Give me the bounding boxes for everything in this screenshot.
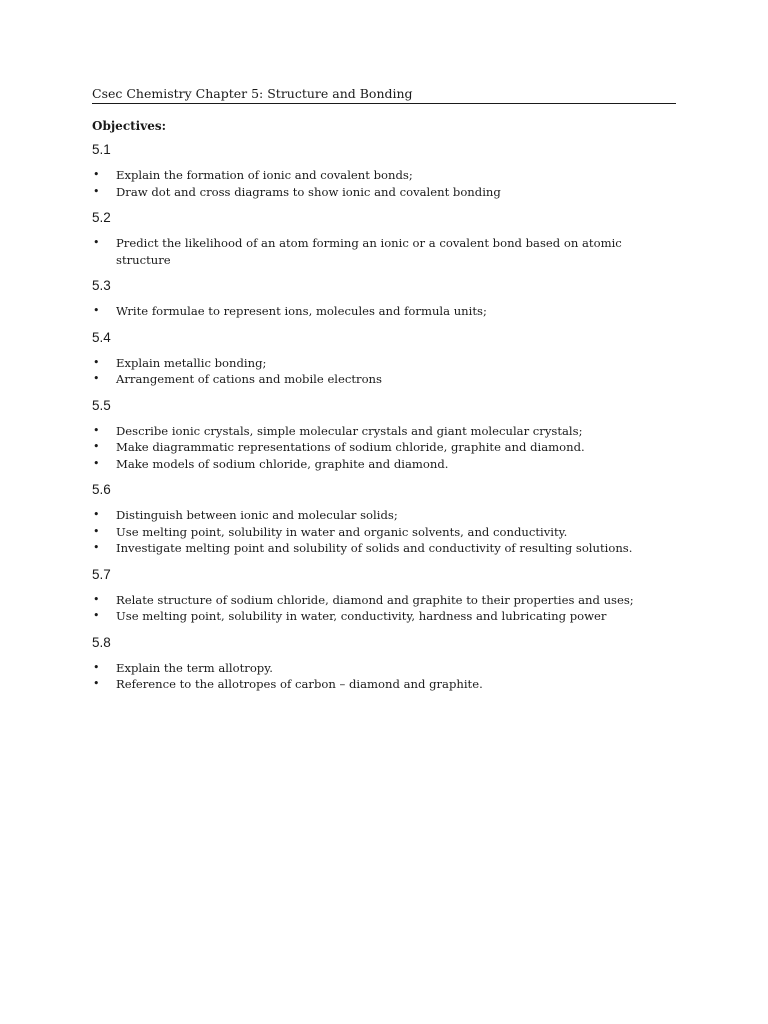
objectives-heading: Objectives: [92, 119, 167, 133]
bullet-list [92, 235, 676, 268]
bullet-icon: • [93, 304, 100, 317]
list-item [92, 371, 676, 388]
list-item [92, 608, 676, 625]
bullet-list [92, 507, 676, 557]
list-item-text: Write formulae to represent ions, molecules and formula units; [116, 304, 487, 318]
bullet-list [92, 592, 676, 625]
bullet-icon: • [93, 677, 100, 690]
objective-section [92, 635, 676, 693]
list-item-text: Make diagrammatic representations of sodium chloride, graphite and diamond. [116, 440, 585, 454]
list-item [92, 423, 676, 440]
objective-section [92, 142, 676, 200]
list-item [92, 303, 676, 320]
list-item [92, 167, 676, 184]
objectives-list [92, 142, 676, 693]
list-item-text: Draw dot and cross diagrams to show ionic and covalent bonding [116, 184, 501, 199]
list-item-text: Distinguish between ionic and molecular solids; [116, 508, 398, 522]
list-item-text: Use melting point, solubility in water, conductivity, hardness and lubricating power [116, 609, 607, 623]
bullet-icon: • [93, 236, 100, 249]
section-number: 5.7 [92, 566, 111, 582]
bullet-icon: • [93, 456, 100, 470]
document-page [92, 86, 676, 693]
list-item [92, 184, 676, 201]
list-item [92, 524, 676, 541]
list-item-text: Relate structure of sodium chloride, diamond and graphite to their properties and uses; [116, 592, 634, 607]
list-item-text: Investigate melting point and solubility of solids and conductivity of resulting solutions. [116, 541, 633, 555]
list-item-text: Predict the likelihood of an atom forming an ionic or a covalent bond based on atomic structure [116, 236, 622, 267]
list-item [92, 676, 676, 693]
list-item [92, 439, 676, 456]
objective-section [92, 398, 676, 473]
bullet-icon: • [93, 440, 100, 453]
bullet-icon: • [93, 355, 100, 369]
section-number: 5.3 [92, 278, 111, 293]
section-number: 5.8 [92, 634, 111, 650]
list-item-text: Explain the formation of ionic and covalent bonds; [116, 168, 413, 182]
bullet-icon: • [93, 541, 100, 554]
bullet-icon: • [93, 168, 100, 181]
bullet-list [92, 303, 676, 320]
list-item-text: Describe ionic crystals, simple molecular crystals and giant molecular crystals; [116, 423, 583, 438]
list-item-text: Reference to the allotropes of carbon – diamond and graphite. [116, 677, 483, 691]
document-title: Csec Chemistry Chapter 5: Structure and Bonding [92, 86, 676, 104]
list-item-text: Explain the term allotropy. [116, 660, 273, 675]
section-number: 5.1 [92, 142, 111, 157]
list-item-text: Use melting point, solubility in water and organic solvents, and conductivity. [116, 524, 568, 539]
bullet-icon: • [93, 508, 100, 521]
objective-section [92, 210, 676, 268]
section-number: 5.4 [92, 329, 111, 345]
bullet-icon: • [93, 372, 100, 385]
bullet-list [92, 355, 676, 388]
bullet-icon: • [93, 592, 100, 606]
list-item-text: Arrangement of cations and mobile electrons [116, 372, 382, 386]
bullet-icon: • [93, 609, 100, 622]
list-item [92, 355, 676, 372]
list-item [92, 235, 676, 268]
bullet-list [92, 660, 676, 693]
bullet-list [92, 423, 676, 473]
list-item [92, 507, 676, 524]
bullet-icon: • [93, 184, 100, 198]
objective-section [92, 482, 676, 557]
objective-section [92, 567, 676, 625]
list-item [92, 456, 676, 473]
bullet-icon: • [93, 524, 100, 538]
section-number: 5.5 [92, 397, 111, 413]
objective-section [92, 330, 676, 388]
list-item-text: Make models of sodium chloride, graphite and diamond. [116, 456, 449, 471]
bullet-icon: • [93, 660, 100, 674]
section-number: 5.2 [92, 210, 111, 225]
bullet-list [92, 167, 676, 200]
list-item [92, 660, 676, 677]
bullet-icon: • [93, 423, 100, 437]
section-number: 5.6 [92, 482, 111, 497]
list-item-text: Explain metallic bonding; [116, 355, 267, 370]
list-item [92, 592, 676, 609]
objective-section [92, 278, 676, 320]
list-item [92, 540, 676, 557]
